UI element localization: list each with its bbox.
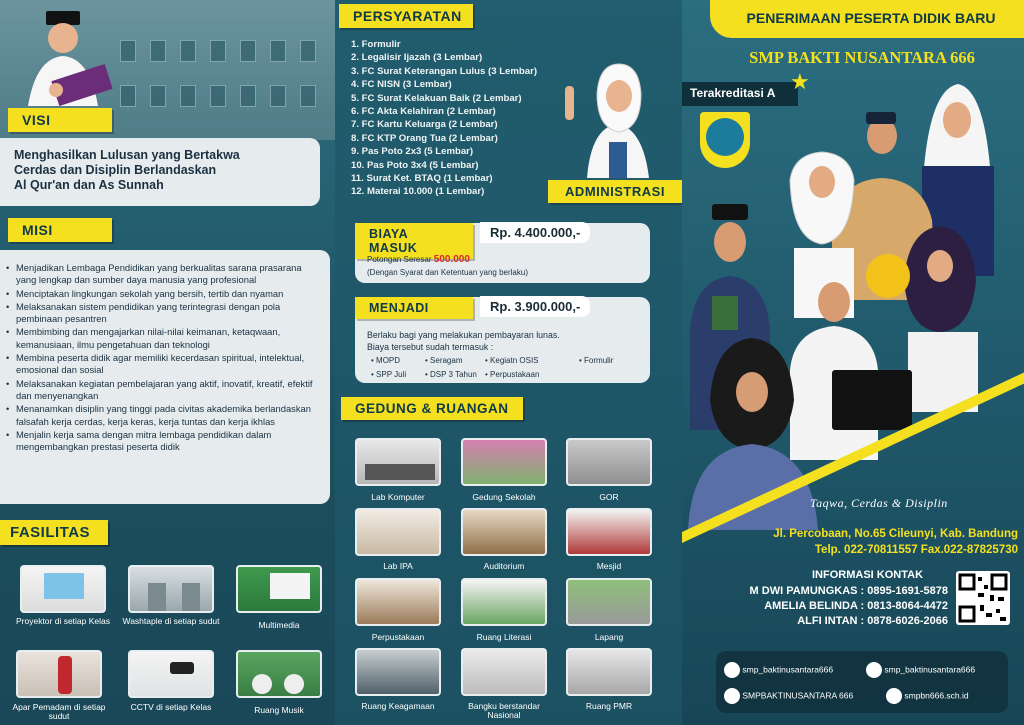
include-item: • MOPD	[371, 356, 401, 365]
include-item: • Perpustakaan	[485, 370, 540, 379]
persyaratan-item: 7. FC Kartu Keluarga (2 Lembar)	[351, 119, 498, 131]
gedung-caption: Lab Komputer	[371, 492, 425, 502]
potongan-note: (Dengan Syarat dan Ketentuan yang berlaku)	[367, 268, 528, 277]
persyaratan-item: 9. Pas Poto 2x3 (5 Lembar)	[351, 146, 474, 158]
misi-item: • Menciptakan lingkungan sekolah yang bersih, tertib dan nyaman	[6, 288, 320, 300]
include-item: • Kegiatn OSIS	[485, 356, 539, 365]
note-termasuk: Biaya tersebut sudah termasuk :	[367, 342, 494, 352]
contact-line: M DWI PAMUNGKAS : 0895-1691-5878	[749, 585, 948, 597]
gedung-photo	[355, 508, 441, 556]
gedung-photo	[566, 578, 652, 626]
persyaratan-item: 4. FC NISN (3 Lembar)	[351, 79, 452, 91]
globe-icon	[886, 688, 902, 704]
website-url: smpbn666.sch.id	[904, 690, 969, 701]
gedung-photo	[355, 578, 441, 626]
misi-item: • Menjadikan Lembaga Pendidikan yang berkualitas sarana prasarana yang lengkap dan sumber daya manusia yang profesional	[6, 262, 320, 287]
contact-line: AMELIA BELINDA : 0813-8064-4472	[764, 600, 948, 612]
fasilitas-photo-proyektor	[20, 565, 106, 613]
school-name: SMP BAKTI NUSANTARA 666	[749, 48, 975, 67]
potongan-prefix: Potongan Seresar	[367, 255, 432, 264]
fasilitas-caption: CCTV di setiap Kelas	[130, 702, 212, 712]
gedung-caption: Ruang Keagamaan	[361, 701, 435, 711]
tiktok-handle: smp_baktinusantara666	[884, 664, 976, 675]
persyaratan-item: 2. Legalisir Ijazah (3 Lembar)	[351, 52, 483, 64]
include-item: • Formulir	[579, 356, 614, 365]
note-lunas: Berlaku bagi yang melakukan pembayaran lunas.	[367, 330, 560, 340]
biaya-masuk-label: BIAYA MASUK	[355, 223, 473, 259]
misi-item: • Melaksanakan sistem pendidikan yang terintegrasi dengan pola pembinaan pesantren	[6, 301, 320, 326]
biaya-masuk-value: Rp. 4.400.000,-	[480, 222, 590, 243]
gedung-photo	[566, 508, 652, 556]
gedung-caption: Ruang Literasi	[476, 632, 532, 642]
panel-persyaratan	[335, 0, 682, 725]
gedung-caption: GOR	[599, 492, 619, 502]
instagram-handle: smp_baktinusantara666	[742, 664, 834, 675]
visi-line: Menghasilkan Lulusan yang Bertakwa	[14, 148, 240, 162]
akreditasi-badge: Terakreditasi A	[682, 82, 798, 106]
instagram-icon	[724, 662, 740, 678]
instagram-link[interactable]	[724, 662, 833, 678]
persyaratan-item: 6. FC Akta Kelahiran (2 Lembar)	[351, 106, 496, 118]
gedung-photo	[566, 438, 652, 486]
gedung-caption: Auditorium	[483, 561, 525, 571]
gedung-caption: Perpustakaan	[371, 632, 425, 642]
star-icon: ★	[790, 70, 810, 95]
fasilitas-photo-apar	[16, 650, 102, 698]
youtube-icon	[724, 688, 740, 704]
fasilitas-caption: Multimedia	[258, 620, 300, 630]
misi-item: • Melaksanakan kegiatan pembelajaran yang aktif, inovatif, kreatif, efektif dan menyenangkan	[6, 378, 320, 403]
menjadi-label: MENJADI	[355, 297, 473, 319]
persyaratan-item: 1. Formulir	[351, 39, 401, 50]
fasilitas-heading: FASILITAS	[0, 520, 108, 545]
persyaratan-heading: PERSYARATAN	[339, 4, 473, 28]
gedung-caption: Lab IPA	[383, 561, 413, 571]
youtube-link[interactable]	[724, 688, 853, 704]
gedung-photo	[461, 438, 547, 486]
fasilitas-caption: Ruang Musik	[254, 705, 304, 715]
tagline: Taqwa, Cerdas & Disiplin	[810, 496, 948, 510]
qr-code-icon[interactable]	[956, 571, 1010, 625]
persyaratan-item: 12. Materai 10.000 (1 Lembar)	[351, 186, 485, 198]
potongan-value: 500.000	[433, 254, 470, 265]
gedung-caption: Ruang PMR	[585, 701, 633, 711]
misi-heading: MISI	[8, 218, 112, 242]
administrasi-heading: ADMINISTRASI	[548, 180, 682, 203]
persyaratan-item: 11. Surat Ket. BTAQ (1 Lembar)	[351, 173, 493, 185]
gedung-photo	[355, 648, 441, 696]
misi-list	[6, 262, 320, 453]
gedung-caption: Mesjid	[596, 561, 622, 571]
student-pointing-illustration	[557, 58, 672, 178]
persyaratan-item: 5. FC Surat Kelakuan Baik (2 Lembar)	[351, 92, 522, 104]
fasilitas-photo-musik	[236, 650, 322, 698]
top-banner-text: PENERIMAAN PESERTA DIDIK BARU	[746, 10, 996, 26]
gedung-photo	[566, 648, 652, 696]
fasilitas-caption: Apar Pemadam di setiap sudut	[12, 702, 106, 721]
fasilitas-photo-washtaple	[128, 565, 214, 613]
fasilitas-photo-cctv	[128, 650, 214, 698]
persyaratan-item: 8. FC KTP Orang Tua (2 Lembar)	[351, 132, 498, 144]
misi-item: • Menanamkan disiplin yang tinggi pada civitas akademika berlandaskan falsafah kerja cerdas, kerja keras, kerja tuntas dan kerja ikhlas	[6, 403, 320, 428]
gedung-photo	[461, 578, 547, 626]
student-reading-illustration	[6, 6, 116, 106]
include-item: • Seragam	[425, 356, 463, 365]
misi-item: • Membimbing dan mengajarkan nilai-nilai keimanan, ketaqwaan, kemanusiaan, ilmu pengetahuan dan teknologi	[6, 326, 320, 351]
panel-cover	[682, 0, 1024, 725]
visi-box	[0, 138, 320, 206]
tiktok-link[interactable]	[866, 662, 975, 678]
visi-heading: VISI	[8, 108, 112, 132]
phone-fax: Telp. 022-70811557 Fax.022-87825730	[814, 544, 1018, 556]
address: Jl. Percobaan, No.65 Cileunyi, Kab. Bandung	[773, 528, 1018, 540]
fasilitas-caption: Washtaple di setiap sudut	[122, 616, 220, 626]
panel-visi-misi	[0, 0, 335, 725]
menjadi-value: Rp. 3.900.000,-	[480, 296, 590, 317]
fasilitas-photo-multimedia	[236, 565, 322, 613]
gedung-caption: Gedung Sekolah	[472, 492, 536, 502]
persyaratan-item: 10. Pas Poto 3x4 (5 Lembar)	[351, 159, 479, 171]
info-heading: INFORMASI KONTAK	[812, 569, 924, 581]
misi-item: • Membina peserta didik agar memiliki kecerdasan spiritual, intelektual, emosional dan sosial	[6, 352, 320, 377]
visi-line: Al Qur'an dan As Sunnah	[14, 178, 164, 192]
contact-line: ALFI INTAN : 0878-6026-2066	[797, 615, 948, 627]
misi-box	[0, 250, 330, 504]
visi-line: Cerdas dan Disiplin Berlandaskan	[14, 163, 217, 177]
persyaratan-list	[351, 38, 591, 199]
include-item: • DSP 3 Tahun	[425, 370, 477, 379]
include-item: • SPP Juli	[371, 370, 407, 379]
gedung-caption: Bangku berstandar Nasional	[468, 701, 540, 720]
gedung-heading: GEDUNG & RUANGAN	[341, 397, 523, 420]
gedung-photo	[355, 438, 441, 486]
website-link[interactable]	[886, 688, 969, 704]
potongan-line	[367, 254, 470, 265]
youtube-handle: SMPBAKTINUSANTARA 666	[742, 690, 854, 701]
gedung-photo	[461, 648, 547, 696]
fasilitas-caption: Proyektor di setiap Kelas	[15, 616, 111, 626]
gedung-photo	[461, 508, 547, 556]
persyaratan-item: 3. FC Surat Keterangan Lulus (3 Lembar)	[351, 65, 538, 77]
tiktok-icon	[866, 662, 882, 678]
misi-item: • Menjalin kerja sama dengan mitra lembaga pendidikan dalam mengembangkan prestasi peserta didik	[6, 429, 320, 454]
gedung-caption: Lapang	[594, 632, 624, 642]
